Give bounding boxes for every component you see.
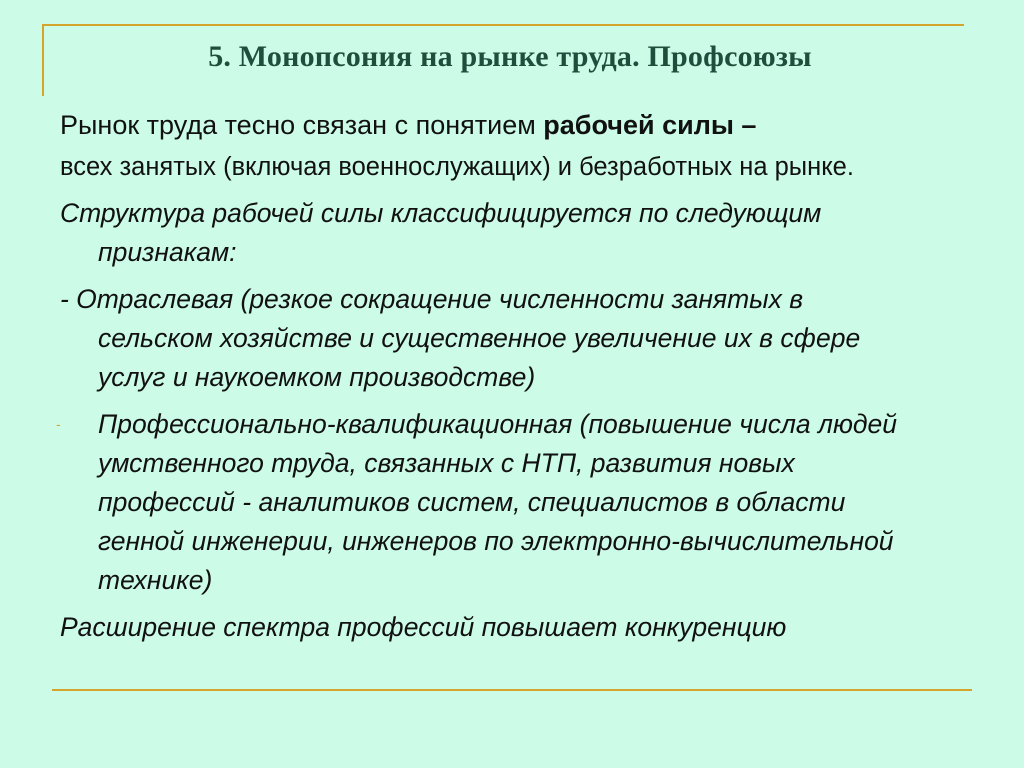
sector-paragraph — [60, 280, 980, 397]
prof-line-1: Профессионально-квалификационная (повышение числа людей — [98, 409, 898, 439]
structure-continuation: признакам: — [98, 237, 237, 267]
structure-first-line: Структура рабочей силы классифицируется по следующим — [60, 198, 822, 228]
conclusion-line: Расширение спектра профессий повышает конкуренцию — [60, 612, 787, 642]
prof-line-5: технике) — [98, 565, 213, 595]
prof-line-3: профессий - аналитиков систем, специалистов в области — [98, 487, 846, 517]
definition-line: всех занятых (включая военнослужащих) и безработных на рынке. — [60, 153, 854, 181]
dash-bullet-icon: - — [56, 416, 61, 432]
intro-line — [60, 106, 980, 144]
intro-text: Рынок труда тесно связан с понятием — [60, 110, 544, 140]
professional-paragraph — [56, 405, 980, 600]
title-frame-top-rule — [42, 24, 964, 26]
title-frame-left-rule — [42, 24, 44, 96]
bottom-rule — [52, 689, 972, 691]
sector-continuation-1: сельском хозяйстве и существенное увеличение их в сфере — [98, 323, 861, 353]
intro-bold-term: рабочей силы – — [543, 110, 757, 140]
slide-body — [56, 106, 980, 647]
structure-paragraph — [60, 194, 980, 272]
prof-line-2: умственного труда, связанных с НТП, развития новых — [98, 448, 795, 478]
prof-line-4: генной инженерии, инженеров по электронно-вычислительной — [98, 526, 894, 556]
slide-title: 5. Монопсония на рынке труда. Профсоюзы — [208, 40, 812, 73]
sector-continuation-2: услуг и наукоемком производстве) — [98, 362, 536, 392]
sector-first-line: - Отраслевая (резкое сокращение численности занятых в — [60, 284, 804, 314]
